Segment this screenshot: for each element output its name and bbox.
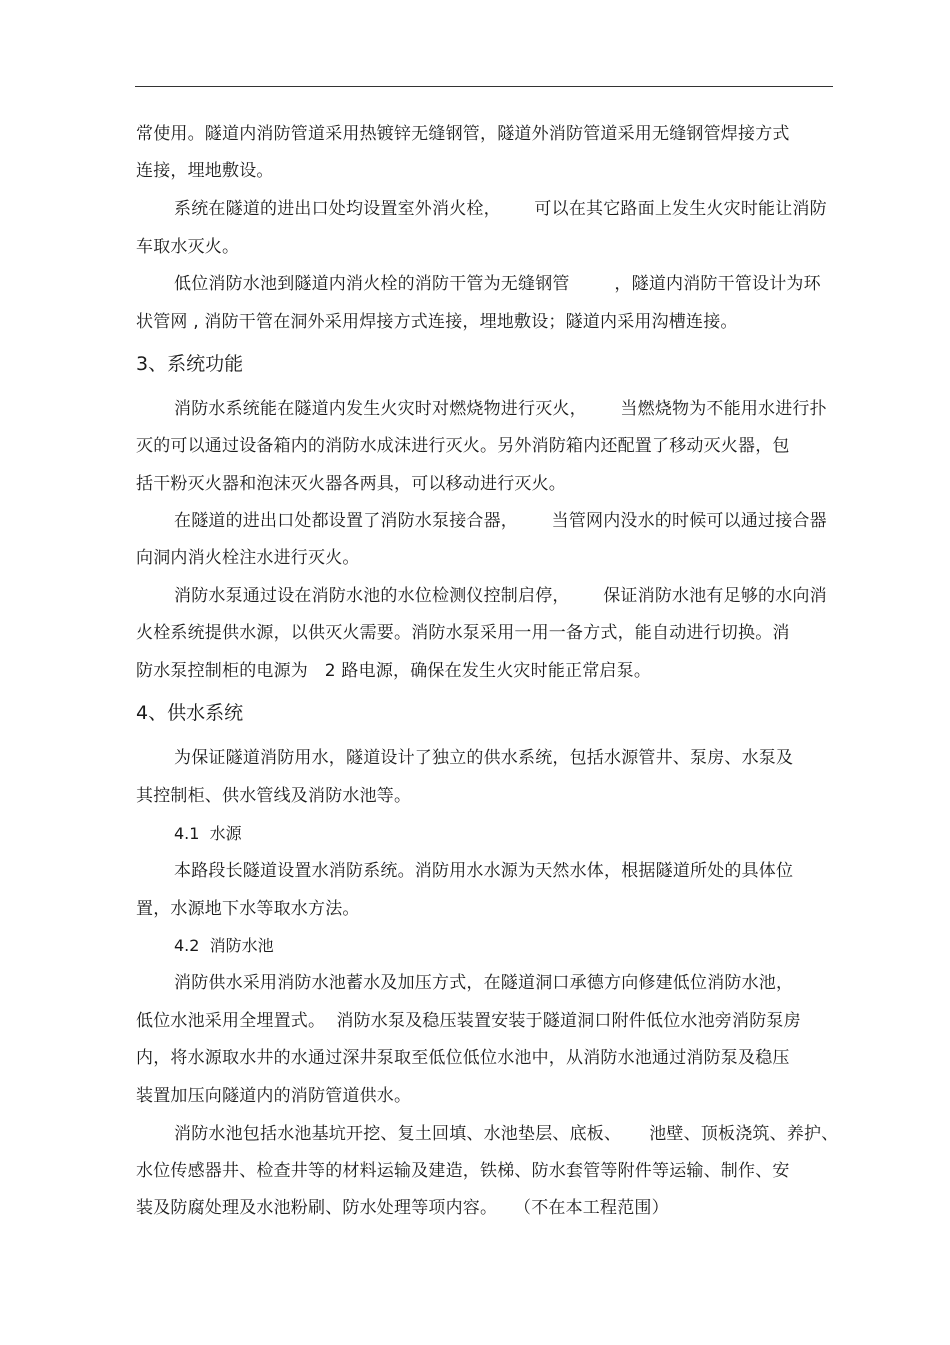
header-rule	[135, 86, 833, 87]
paragraph-line: 内，将水源取水井的水通过深井泵取至低位低位水池中，从消防水池通过消防泵及稳压	[136, 1048, 790, 1068]
section-heading-3: 3、系统功能	[136, 353, 244, 375]
paragraph-line: 消防水池包括水池基坑开挖、复土回填、水池垫层、底板、 池壁、顶板浇筑、养护、	[174, 1124, 839, 1144]
paragraph-line: 连接，埋地敷设。	[136, 161, 274, 181]
paragraph-line: 向洞内消火栓注水进行灭火。	[136, 548, 360, 568]
paragraph-line: 状管网 , 消防干管在洞外采用焊接方式连接，埋地敷设；隧道内采用沟槽连接。	[136, 312, 738, 332]
subsection-heading-4-1: 4.1 水源	[174, 824, 242, 843]
paragraph-line: 装置加压向隧道内的消防管道供水。	[136, 1086, 412, 1106]
paragraph-line: 消防供水采用消防水池蓄水及加压方式，在隧道洞口承德方向修建低位消防水池，	[174, 973, 794, 993]
paragraph-line: 水位传感器井、检查井等的材料运输及建造，铁梯、防水套管等附件等运输、制作、安	[136, 1161, 790, 1181]
paragraph-line: 消防水系统能在隧道内发生火灾时对燃烧物进行灭火， 当燃烧物为不能用水进行扑	[174, 399, 827, 419]
subsection-heading-4-2: 4.2 消防水池	[174, 936, 274, 955]
paragraph-line: 车取水灭火。	[136, 237, 240, 257]
paragraph-line: 消防水泵通过设在消防水池的水位检测仪控制启停， 保证消防水池有足够的水向消	[174, 586, 827, 606]
paragraph-line: 防水泵控制柜的电源为 2 路电源，确保在发生火灾时能正常启泵。	[136, 661, 652, 681]
paragraph-line: 其控制柜、供水管线及消防水池等。	[136, 786, 412, 806]
paragraph-line: 灭的可以通过设备箱内的消防水成沫进行灭火。另外消防箱内还配置了移动灭火器，包	[136, 436, 790, 456]
paragraph-line: 在隧道的进出口处都设置了消防水泵接合器， 当管网内没水的时候可以通过接合器	[174, 511, 827, 531]
paragraph-line: 括干粉灭火器和泡沫灭火器各两具，可以移动进行灭火。	[136, 474, 566, 494]
paragraph-line: 低位消防水池到隧道内消火栓的消防干管为无缝钢管 ，隧道内消防干管设计为环	[174, 274, 821, 294]
paragraph-line: 低位水池采用全埋置式。 消防水泵及稳压装置安装于隧道洞口附件低位水池旁消防泵房	[136, 1011, 801, 1031]
paragraph-line: 置，水源地下水等取水方法。	[136, 899, 360, 919]
paragraph-line: 火栓系统提供水源，以供灭火需要。消防水泵采用一用一备方式，能自动进行切换。消	[136, 623, 790, 643]
paragraph-line: 本路段长隧道设置水消防系统。消防用水水源为天然水体，根据隧道所处的具体位	[174, 861, 794, 881]
paragraph-line: 常使用。隧道内消防管道采用热镀锌无缝钢管，隧道外消防管道采用无缝钢管焊接方式	[136, 124, 790, 144]
section-heading-4: 4、供水系统	[136, 702, 244, 724]
paragraph-line: 为保证隧道消防用水，隧道设计了独立的供水系统，包括水源管井、泵房、水泵及	[174, 748, 794, 768]
paragraph-line: 系统在隧道的进出口处均设置室外消火栓， 可以在其它路面上发生火灾时能让消防	[174, 199, 827, 219]
paragraph-line: 装及防腐处理及水池粉刷、防水处理等项内容。 （不在本工程范围）	[136, 1198, 669, 1218]
